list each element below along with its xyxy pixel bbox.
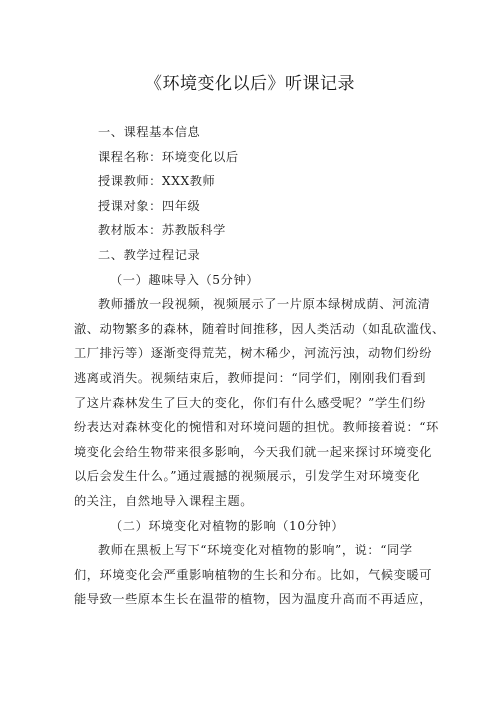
paragraph-line: 的关注，自然地导入课程主题。 xyxy=(74,493,254,508)
paragraph-line: 以后会发生什么。”通过震撼的视频展示，引发学生对环境变化 xyxy=(74,469,420,484)
subsection-heading-intro: （一）趣味导入（5分钟） xyxy=(110,272,260,287)
paragraph-line: 教师播放一段视频，视频展示了一片原本绿树成荫、河流清 xyxy=(98,297,431,312)
document-title: 《环境变化以后》听课记录 xyxy=(145,74,355,94)
document-body xyxy=(74,120,445,612)
field-course-name: 课程名称：环境变化以后 xyxy=(98,149,239,164)
paragraph-line: 了这片森林发生了巨大的变化，你们有什么感受呢？”学生们纷 xyxy=(74,395,427,410)
paragraph-line: 境变化会给生物带来很多影响，今天我们就一起来探讨环境变化 xyxy=(74,444,433,459)
field-teacher: 授课教师：XXX教师 xyxy=(98,174,216,189)
paragraph-line: 澈、动物繁多的森林，随着时间推移，因人类活动（如乱砍滥伐、 xyxy=(74,321,445,336)
section-heading-basic-info: 一、课程基本信息 xyxy=(98,125,201,139)
subsection-heading-plants: （二）环境变化对植物的影响（10分钟） xyxy=(110,518,345,533)
field-audience: 授课对象：四年级 xyxy=(98,198,201,213)
paragraph-line: 工厂排污等）逐渐变得荒芜，树木稀少，河流污浊，动物们纷纷 xyxy=(74,346,433,361)
paragraph-line: 们，环境变化会严重影响植物的生长和分布。比如，气候变暖可 xyxy=(74,567,433,582)
paragraph-line: 能导致一些原本生长在温带的植物，因为温度升高而不再适应， xyxy=(74,592,433,607)
paragraph-line: 纷表达对森林变化的惋惜和对环境问题的担忧。教师接着说：“环 xyxy=(74,420,439,435)
field-textbook: 教材版本：苏教版科学 xyxy=(98,223,226,238)
section-heading-process: 二、教学过程记录 xyxy=(98,247,201,262)
paragraph-line: 逃离或消失。视频结束后，教师提问：“同学们，刚刚我们看到 xyxy=(74,370,427,385)
paragraph-line: 教师在黑板上写下“环境变化对植物的影响”，说：“同学 xyxy=(98,543,413,558)
